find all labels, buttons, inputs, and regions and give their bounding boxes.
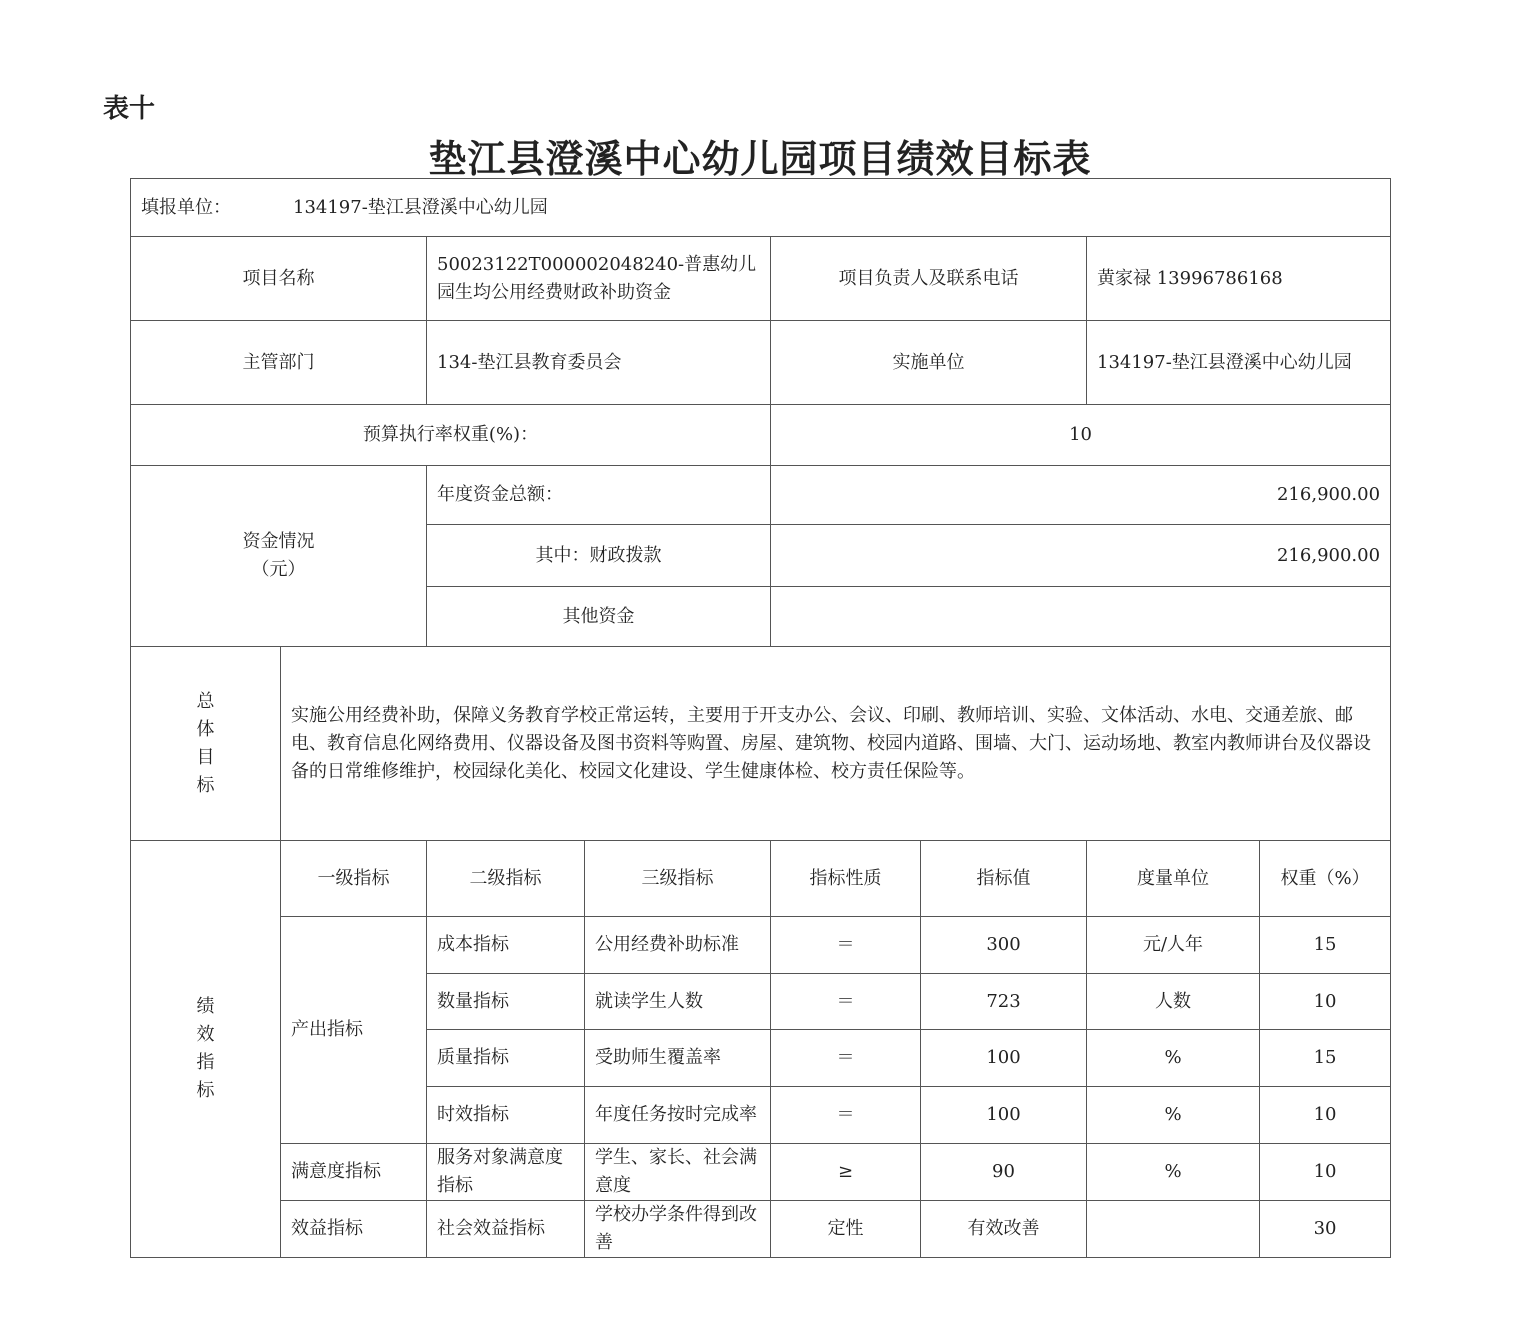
level3-indicator: 就读学生人数 bbox=[585, 974, 771, 1030]
indicator-weight: 15 bbox=[1260, 917, 1391, 974]
header-weight: 权重（%） bbox=[1260, 841, 1391, 917]
owner-label: 项目负责人及联系电话 bbox=[771, 237, 1087, 321]
overall-goal-label-char: 体 bbox=[196, 718, 215, 740]
header-level1: 一级指标 bbox=[281, 841, 427, 917]
level3-indicator: 学校办学条件得到改善 bbox=[585, 1201, 771, 1258]
level2-indicator: 质量指标 bbox=[427, 1030, 585, 1087]
funds-other-label: 其他资金 bbox=[427, 587, 771, 647]
overall-goal-text: 实施公用经费补助，保障义务教育学校正常运转，主要用于开支办公、会议、印刷、教师培训、实验、文体活动、水电、交通差旅、邮电、教育信息化网络费用、仪器设备及图书资料等购置、房屋、建筑物、校园内道路、围墙、大门、运动场地、教室内教师讲台及仪器设备的日常维修维护，校园绿化美化、校园文化建设、学生健康体检、校方责任保险等。 bbox=[281, 647, 1391, 841]
indicator-value: 723 bbox=[921, 974, 1087, 1030]
indicator-nature: 定性 bbox=[771, 1201, 921, 1258]
performance-label bbox=[131, 841, 281, 1258]
project-name-row bbox=[131, 237, 1391, 321]
level2-indicator: 数量指标 bbox=[427, 974, 585, 1030]
header-unit: 度量单位 bbox=[1087, 841, 1260, 917]
document-title: 垫江县澄溪中心幼儿园项目绩效目标表 bbox=[428, 136, 1092, 181]
owner-value: 黄家禄 13996786168 bbox=[1087, 237, 1391, 321]
performance-label-char: 绩 bbox=[196, 996, 215, 1017]
indicator-value: 90 bbox=[921, 1144, 1087, 1201]
indicator-weight: 10 bbox=[1260, 1144, 1391, 1201]
project-name-label: 项目名称 bbox=[131, 237, 427, 321]
impl-value: 134197-垫江县澄溪中心幼儿园 bbox=[1087, 321, 1391, 405]
overall-goal-label-char: 标 bbox=[196, 774, 215, 796]
funds-label-line2: （元） bbox=[251, 559, 306, 580]
indicator-unit: % bbox=[1087, 1087, 1260, 1144]
level2-indicator: 成本指标 bbox=[427, 917, 585, 974]
indicator-nature: ＝ bbox=[771, 1030, 921, 1087]
indicator-value: 100 bbox=[921, 1087, 1087, 1144]
indicator-unit: 元/人年 bbox=[1087, 917, 1260, 974]
budget-rate-label: 预算执行率权重(%)： bbox=[131, 405, 771, 466]
funds-total-label: 年度资金总额： bbox=[427, 466, 771, 525]
level1-indicator: 满意度指标 bbox=[281, 1144, 427, 1201]
funds-fiscal-value: 216,900.00 bbox=[771, 525, 1391, 587]
budget-rate-row bbox=[131, 405, 1391, 466]
dept-row bbox=[131, 321, 1391, 405]
indicator-nature: ＝ bbox=[771, 917, 921, 974]
indicator-weight: 10 bbox=[1260, 1087, 1391, 1144]
level2-indicator: 服务对象满意度指标 bbox=[427, 1144, 585, 1201]
indicator-weight: 30 bbox=[1260, 1201, 1391, 1258]
overall-goal-label-char: 总 bbox=[196, 690, 215, 712]
overall-goal-label-char: 目 bbox=[196, 746, 215, 768]
budget-rate-value: 10 bbox=[771, 405, 1391, 466]
funds-label-line1: 资金情况 bbox=[242, 531, 315, 552]
funds-fiscal-label: 其中：财政拨款 bbox=[427, 525, 771, 587]
overall-goal-label bbox=[131, 647, 281, 841]
funds-total-value: 216,900.00 bbox=[771, 466, 1391, 525]
header-level2: 二级指标 bbox=[427, 841, 585, 917]
header-level3: 三级指标 bbox=[585, 841, 771, 917]
impl-label: 实施单位 bbox=[771, 321, 1087, 405]
overall-goal-row bbox=[131, 647, 1391, 841]
reporting-unit-value: 134197-垫江县澄溪中心幼儿园 bbox=[293, 196, 548, 218]
indicator-unit: 人数 bbox=[1087, 974, 1260, 1030]
indicator-unit bbox=[1087, 1201, 1260, 1258]
reporting-unit-row bbox=[131, 179, 1391, 237]
header-nature: 指标性质 bbox=[771, 841, 921, 917]
level3-indicator: 年度任务按时完成率 bbox=[585, 1087, 771, 1144]
funds-other-value bbox=[771, 587, 1391, 647]
indicator-unit: % bbox=[1087, 1030, 1260, 1087]
indicator-nature: ≥ bbox=[771, 1144, 921, 1201]
dept-value: 134-垫江县教育委员会 bbox=[427, 321, 771, 405]
indicator-value: 100 bbox=[921, 1030, 1087, 1087]
level3-indicator: 公用经费补助标准 bbox=[585, 917, 771, 974]
indicator-weight: 15 bbox=[1260, 1030, 1391, 1087]
indicator-weight: 10 bbox=[1260, 974, 1391, 1030]
table-row bbox=[131, 917, 1391, 974]
level3-indicator: 受助师生覆盖率 bbox=[585, 1030, 771, 1087]
performance-label-char: 指 bbox=[196, 1052, 215, 1073]
indicator-nature: ＝ bbox=[771, 974, 921, 1030]
indicator-nature: ＝ bbox=[771, 1087, 921, 1144]
table-row bbox=[131, 1144, 1391, 1201]
level3-indicator: 学生、家长、社会满意度 bbox=[585, 1144, 771, 1201]
reporting-unit-cell bbox=[131, 179, 1391, 237]
funds-total-row bbox=[131, 466, 1391, 525]
performance-goal-table bbox=[130, 178, 1391, 1258]
indicator-header-row bbox=[131, 841, 1391, 917]
performance-label-char: 标 bbox=[196, 1080, 215, 1101]
performance-label-char: 效 bbox=[196, 1024, 215, 1045]
reporting-unit-label: 填报单位： bbox=[141, 196, 231, 218]
indicator-unit: % bbox=[1087, 1144, 1260, 1201]
level2-indicator: 社会效益指标 bbox=[427, 1201, 585, 1258]
funds-label bbox=[131, 466, 427, 647]
dept-label: 主管部门 bbox=[131, 321, 427, 405]
project-name-value: 50023122T000002048240-普惠幼儿园生均公用经费财政补助资金 bbox=[427, 237, 771, 321]
header-value: 指标值 bbox=[921, 841, 1087, 917]
indicator-value: 300 bbox=[921, 917, 1087, 974]
level2-indicator: 时效指标 bbox=[427, 1087, 585, 1144]
level1-indicator: 效益指标 bbox=[281, 1201, 427, 1258]
table-label: 表十 bbox=[103, 94, 156, 124]
level1-indicator: 产出指标 bbox=[281, 917, 427, 1144]
indicator-value: 有效改善 bbox=[921, 1201, 1087, 1258]
table-row bbox=[131, 1201, 1391, 1258]
